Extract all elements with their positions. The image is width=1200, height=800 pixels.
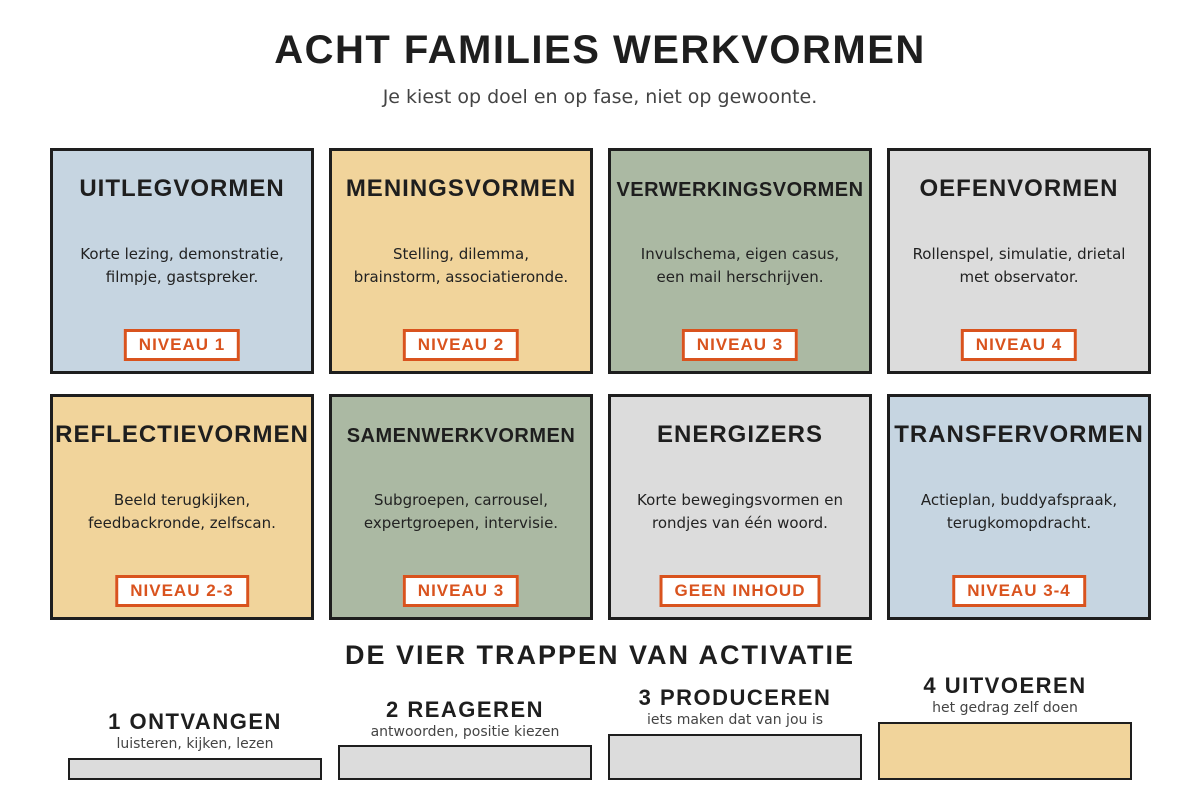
card-energizers <box>608 394 872 620</box>
card-description: Actieplan, buddyafspraak, terugkomopdracht. <box>920 491 1118 532</box>
card-reflectievormen <box>50 394 314 620</box>
card-description: Beeld terugkijken, feedbackronde, zelfscan. <box>88 491 276 532</box>
card-transfervormen <box>887 394 1151 620</box>
card-description: Korte lezing, demonstratie, filmpje, gastspreker. <box>80 245 284 286</box>
card-title: ENERGIZERS <box>656 421 824 448</box>
level-badge: NIVEAU 3 <box>403 575 519 607</box>
card-title: REFLECTIEVORMEN <box>55 421 309 448</box>
step-description: het gedrag zelf doen <box>932 700 1078 716</box>
card-meningsvormen <box>329 148 593 374</box>
page-title: ACHT FAMILIES WERKVORMEN <box>274 28 926 72</box>
page-subtitle: Je kiest op doel en op fase, niet op gewoonte. <box>382 86 818 108</box>
activation-title: DE VIER TRAPPEN VAN ACTIVATIE <box>344 640 856 670</box>
level-badge: NIVEAU 4 <box>961 329 1077 361</box>
card-title: OEFENVORMEN <box>919 175 1119 202</box>
step-description: iets maken dat van jou is <box>646 712 824 728</box>
step-bar-highlight <box>878 722 1132 780</box>
card-title: SAMENWERKVORMEN <box>346 425 576 447</box>
step-label: 2 REAGEREN <box>385 697 545 722</box>
level-badge: NIVEAU 3 <box>682 329 798 361</box>
card-uitlegvormen <box>50 148 314 374</box>
level-badge: NIVEAU 2 <box>403 329 519 361</box>
card-description: Invulschema, eigen casus, een mail herschrijven. <box>640 245 840 286</box>
step-description: antwoorden, positie kiezen <box>370 724 560 740</box>
step-bar <box>338 745 592 780</box>
card-verwerkingsvormen <box>608 148 872 374</box>
card-description: Stelling, dilemma, brainstorm, associatieronde. <box>353 245 569 286</box>
step-bar <box>68 758 322 780</box>
card-oefenvormen <box>887 148 1151 374</box>
level-badge: GEEN INHOUD <box>660 575 821 607</box>
card-title: MENINGSVORMEN <box>345 175 577 202</box>
card-description: Korte bewegingsvormen en rondjes van één woord. <box>637 491 843 532</box>
step-description: luisteren, kijken, lezen <box>116 736 274 752</box>
level-badge: NIVEAU 2-3 <box>115 575 249 607</box>
card-description: Rollenspel, simulatie, drietal met observator. <box>912 245 1126 286</box>
step-label: 1 ONTVANGEN <box>108 709 282 734</box>
step-label: 3 PRODUCEREN <box>638 685 832 710</box>
card-title: UITLEGVORMEN <box>79 175 285 202</box>
card-samenwerkvormen <box>329 394 593 620</box>
step-bar <box>608 734 862 780</box>
level-badge: NIVEAU 3-4 <box>952 575 1086 607</box>
step-label: 4 UITVOEREN <box>923 673 1087 698</box>
card-title: VERWERKINGSVORMEN <box>616 179 864 201</box>
card-title: TRANSFERVORMEN <box>894 421 1144 448</box>
level-badge: NIVEAU 1 <box>124 329 240 361</box>
card-description: Subgroepen, carrousel, expertgroepen, intervisie. <box>363 491 559 532</box>
